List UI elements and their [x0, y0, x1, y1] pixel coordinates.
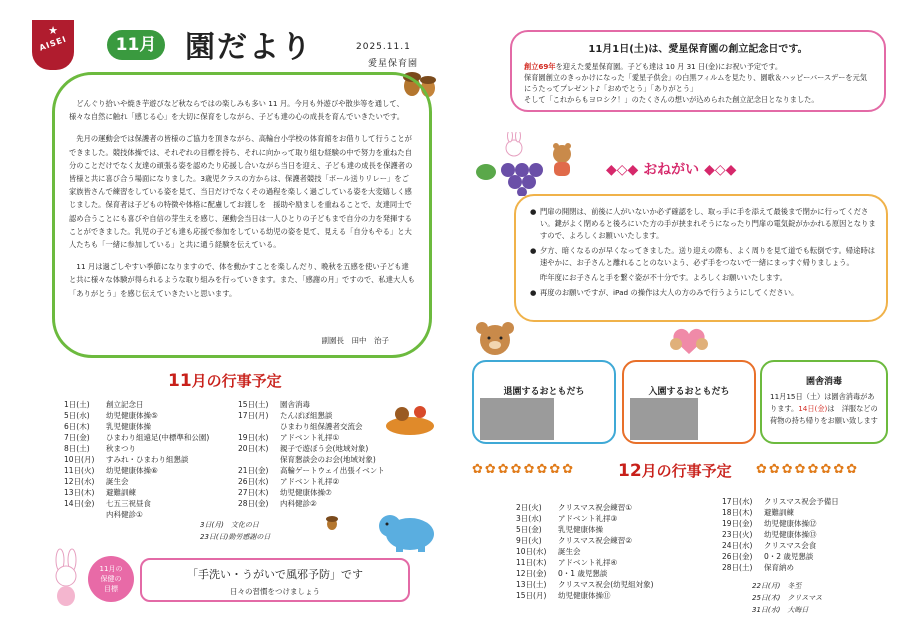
page-title: 園だより	[185, 30, 313, 65]
list-item: 保育懇談会のお会(地域対象)	[280, 455, 376, 464]
list-item: 内科健診①	[106, 510, 143, 519]
teddy-heart-icon	[664, 326, 714, 356]
list-item: 15日(月) 幼児健康体操⑪	[516, 591, 611, 600]
bullet-icon: ●	[530, 288, 537, 297]
holiday-note: 23日(日)勤労感謝の日	[200, 533, 271, 541]
issue-date: 2025.11.1	[356, 42, 411, 52]
list-item: ● 門扉の開閉は、前後に人がいないか必ず確認をし、取っ手に手を添えて最後まで閉かに行ってください。鍵がよく閉めると後ろにいた方の手が挟まれそうになったり門扉の電気錠がかかれる原因となりますので、よろしくお願いいたします。	[530, 207, 876, 240]
list-item: 21日(金) 高輪ゲートウェイ出張イベント	[238, 466, 385, 475]
list-item: 9日(火) クリスマス祝会練習②	[516, 536, 632, 545]
list-item: 昨年度にお子さんと手を繋ぐ姿が不十分です。よろしくお願いいたします。	[540, 273, 787, 282]
list-item: 17日(水) クリスマス祝会予備日	[722, 497, 839, 506]
health-goal: 「手洗い・うがいで風邪予防」です	[187, 568, 363, 581]
list-item: 14日(金) 七五三祝昼食	[64, 499, 151, 508]
logo-text: AISEI	[38, 34, 68, 53]
list-item: 2日(火) クリスマス祝会練習①	[516, 503, 632, 512]
redacted-names	[630, 398, 698, 440]
list-item: ● 再度のお願いですが、iPad の操作は大人の方のみで行うようにしてください。	[530, 288, 799, 297]
list-item: 1日(土) 創立記念日	[64, 400, 144, 409]
month-badge: 11月	[107, 30, 165, 60]
anniversary-highlight: 創立69年	[524, 62, 556, 71]
nov-events-title: 11月の行事予定	[168, 371, 282, 391]
bullet-icon: ●	[530, 246, 537, 255]
list-item: 10日(水) 誕生会	[516, 547, 581, 556]
list-item: 18日(木) 避難訓練	[722, 508, 794, 517]
list-item: 23日(火) 幼児健康体操⑬	[722, 530, 817, 539]
list-item: 3日(水) アドベント礼拝③	[516, 514, 618, 523]
redacted-names	[480, 398, 554, 440]
list-item: 11日(木) アドベント礼拝④	[516, 558, 618, 567]
list-item: 15日(土) 園舎消毒	[238, 400, 310, 409]
list-item: 28日(土) 保育納め	[722, 563, 794, 572]
greeting-paragraph: どんぐり拾いや焼き芋遊びなど秋ならではの楽しみも多い 11 月。今月も外遊びや散歩等を通して、様々な自然に触れ「感じる心」を大切に保育をしながら、子ども達の心の成長を育んでいきたいです。	[69, 99, 405, 122]
list-item: 13日(土) クリスマス祝会(幼児組対象)	[516, 580, 654, 589]
list-item: 11日(火) 幼児健康体操⑥	[64, 466, 158, 475]
joining-box	[622, 360, 756, 444]
health-goal-badge: 11月の 保健の 目標	[88, 556, 134, 602]
list-item: 12日(水) 誕生会	[64, 477, 129, 486]
holiday-note: 31日(水) 大晦日	[752, 606, 809, 614]
list-item: 5日(金) 乳児健康体操	[516, 525, 603, 534]
greeting-paragraph: 先月の運動会では保護者の皆様のご協力を頂きながら、高輪台小学校の体育館をお借りして行うことができました。競技体操では、それぞれの目標を持ち、それに向かって取り組む経験の中で努力を重ねた自分のことだけでなく友達の頑張る姿を認めたり応援し合いながら当日を迎え、子ども達の成長を保護者の皆様と共に喜び合う場面になりました。3歳児クラスの方からは、保護者競技「ボール送りリレー」をご家族皆さんで練習をしている姿を見て、当日だけでなくその過程を楽しく過ごしている姿を大変嬉しく感じました。保育者は子どもの特徴や体格に配慮してお渡しを 援助や励ましを重ねることで、友達同士で認め合うことにも喜びや自信の芽生えを感じ、運動会当日は一人ひとりの子どもまで自分の力を発揮することができました。乳児の子ども達も応援で参加をしている幼児の姿を見て、見える「自分もやる」と大人たちも「一緒に参加している」と共に通う経験を伝えている。	[69, 134, 413, 250]
list-item: 27日(木) 幼児健康体操⑦	[238, 488, 332, 497]
list-item: 26日(金) 0・2 歳児懇談	[722, 552, 814, 561]
anniversary-title: 11月1日(土)は、愛星保育園の創立記念日です。	[588, 44, 808, 55]
star-icon: ★	[48, 24, 58, 37]
list-item: 7日(金) ひまわり組遠足(中標準和公園)	[64, 433, 210, 442]
flowers-decoration: ✿✿✿✿✿✿✿✿	[472, 462, 576, 477]
requests-title: ◆◇◆ おねがい ◆◇◆	[606, 162, 737, 178]
bullet-icon: ●	[530, 207, 537, 216]
dec-events-title: 12月の行事予定	[618, 461, 732, 481]
leaving-title: 退園するおともだち	[503, 387, 585, 397]
holiday-note: 25日(木) クリスマス	[752, 594, 823, 602]
list-item: 24日(水) クリスマス会食	[722, 541, 817, 550]
anniversary-box: 11月1日(土)は、愛星保育園の創立記念日です。 創立69年を迎えた愛星保育園。子ども達は 10 月 31 日(金)にお祝い予定です。 保育園創立のきっかけになった「愛星子供会」の白黒フィルムを見たり、園歌＆ハッピーバースデーを元気にうたってプレゼント♪「おめでとう」「ありがとう」 そして「これからもヨロシク！」のたくさんの想いが込められた創立記念日となりました。	[510, 30, 886, 112]
list-item: 19日(水) アドベント礼拝①	[238, 433, 340, 442]
list-item: 6日(木) 乳児健康体操	[64, 422, 151, 431]
dec-events-right	[722, 496, 890, 573]
leaving-box	[472, 360, 616, 444]
list-item: 26日(水) アドベント礼拝②	[238, 477, 340, 486]
acorn-icon	[325, 514, 339, 530]
school-logo	[32, 20, 74, 70]
elephant-icon	[372, 508, 440, 554]
list-item: 20日(木) 親子で遊ぼう会(地域対象)	[238, 444, 369, 453]
list-item: 17日(月) たんぽぽ組懇談	[238, 411, 333, 420]
health-goal-box	[140, 558, 410, 602]
signature: 副園長 田中 治子	[321, 335, 389, 345]
flowers-decoration: ✿✿✿✿✿✿✿✿	[756, 462, 860, 477]
list-item: 8日(土) 秋まつり	[64, 444, 136, 453]
health-goal-sub: 日々の習慣をつけましょう	[230, 587, 320, 596]
squirrel-icon	[380, 398, 440, 438]
org-name: 愛星保育園	[368, 59, 419, 69]
joining-title: 入園するおともだち	[648, 387, 730, 397]
requests-box	[514, 194, 888, 322]
list-item: 19日(金) 幼児健康体操⑫	[722, 519, 817, 528]
list-item: 28日(金) 内科健診②	[238, 499, 317, 508]
list-item: 13日(木) 避難訓練	[64, 488, 136, 497]
list-item: 10日(月) すみれ・ひまわり組懇談	[64, 455, 189, 464]
bear-icon	[470, 318, 520, 358]
disinfect-box: 園舎消毒 11月15日（土）は園舎消毒があります。14日(金)は 洋服などの荷物の持ち帰りをお願い致します	[760, 360, 888, 444]
dec-events-left	[516, 502, 706, 601]
rabbit-icon	[48, 548, 84, 608]
list-item: 12日(金) 0・1 歳児懇談	[516, 569, 608, 578]
list-item: ひまわり組保護者交流会	[280, 422, 363, 431]
greeting-box	[52, 72, 432, 358]
list-item: ● 夕方、暗くなるのが早くなってきました。送り迎えの際も、よく周りを見て道でも転倒です。帰途時は速やかに、お子さんと離れることのないよう、必ず手をつないで一緒にまっすぐ帰りましょう。	[530, 246, 876, 267]
greeting-paragraph: 11 月は過ごしやすい季節になりますので、体を動かすことを楽しんだり、晩秋を五感を使い子ども達と共に様々な体験が得られるような取り組みを行っていきます。また、「感謝の月」ですので、私達大人も「ありがとう」を感じ伝えていきたいと思います。	[69, 262, 415, 298]
disinfect-title: 園舎消毒	[805, 377, 842, 387]
holiday-note: 22日(月) 冬至	[752, 582, 802, 590]
nov-events-left	[64, 399, 242, 520]
grapes-icon	[472, 132, 584, 196]
list-item: 5日(水) 幼児健康体操⑤	[64, 411, 158, 420]
holiday-note: 3日(月) 文化の日	[200, 521, 259, 529]
